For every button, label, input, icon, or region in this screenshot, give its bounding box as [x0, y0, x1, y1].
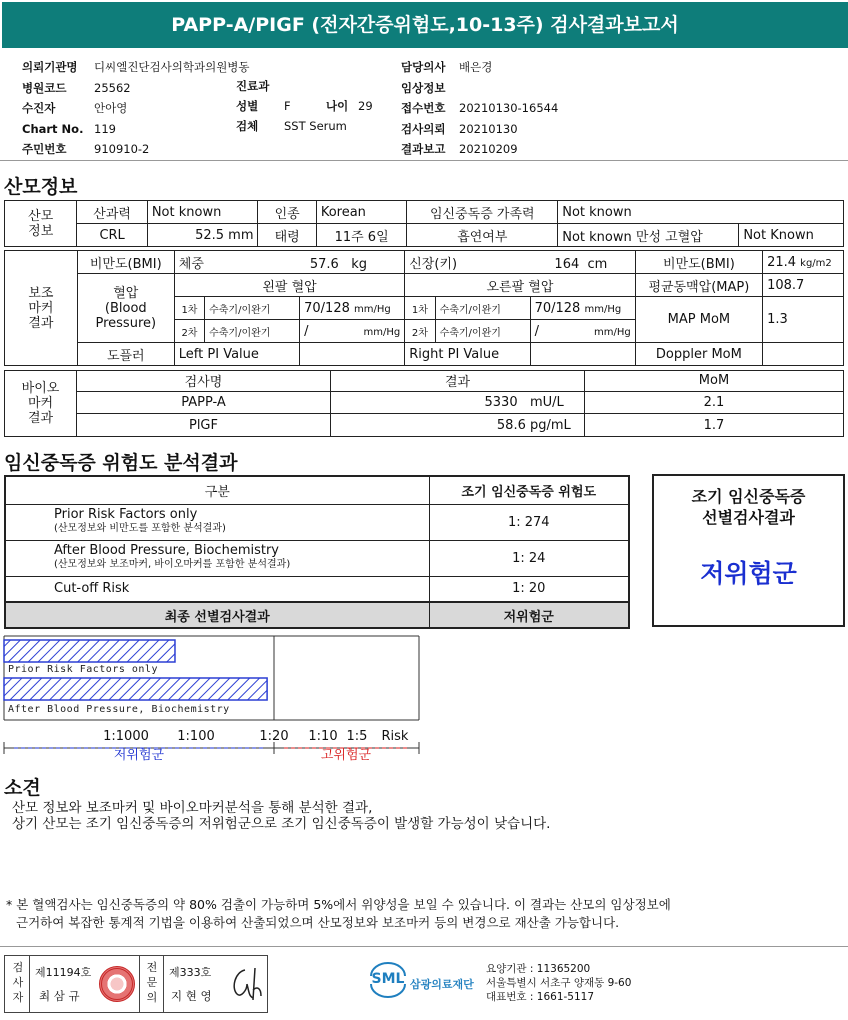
report-title: PAPP-A/PIGF (전자간증위험도,10-13주) 검사결과보고서 [2, 2, 848, 48]
plgf-unit: pg/mL [530, 417, 571, 433]
examiner-name: 최 삼 규 [39, 989, 80, 1003]
risk-bar-label-0: Prior Risk Factors only [8, 664, 158, 675]
papp-a-result [331, 391, 585, 414]
left-pi-label: Left PI Value [174, 343, 299, 366]
footnote-line-1: * 본 혈액검사는 임신중독증의 약 80% 검출이 가능하며 5%에서 위양성을 보일 수 있습니다. 이 결과는 산모의 임상정보에 [6, 897, 671, 912]
crl-label: CRL [77, 224, 147, 247]
bio-col-test: 검사명 [77, 371, 331, 392]
family-history-value: Not known [558, 201, 844, 224]
opinion-line-2: 상기 산모는 조기 임신중독증의 저위험군으로 조기 임신중독증이 발생할 가능성이 낮습니다. [12, 816, 551, 832]
bio-col-mom: MoM [585, 371, 844, 392]
hdr-value: 디씨엘진단검사의학과의원병동 [94, 60, 250, 74]
height-label: 신장(키) [409, 256, 458, 272]
result-box [652, 474, 845, 627]
race-value: Korean [316, 201, 407, 224]
hdr-label: 담당의사 [401, 60, 446, 74]
examiner-label: 검 사 자 [12, 961, 24, 1004]
hdr-value: 910910-2 [94, 142, 150, 156]
smoking-value: Not known [562, 229, 632, 245]
bp-label: 혈압 (Blood Pressure) [77, 274, 174, 343]
weight-value: 57.6 [309, 256, 339, 272]
weight-cell [174, 251, 404, 274]
weight-label: 체중 [178, 256, 204, 272]
age-label: 나이 [326, 99, 349, 113]
final-result-value: 저위험군 [429, 602, 629, 628]
papp-a-mom: 2.1 [585, 391, 844, 414]
org-info [486, 962, 631, 1004]
bmi-cell [763, 251, 844, 274]
left-second-label: 2차 [174, 320, 204, 343]
hdr-label: 임상정보 [401, 80, 446, 95]
sex-label: 성별 [236, 99, 259, 113]
hdr-label: 주민번호 [22, 142, 67, 156]
age-value: 29 [358, 99, 373, 113]
footer-divider [0, 946, 848, 947]
right-first-value: 70/128 [534, 300, 581, 316]
opinion-text [12, 800, 550, 832]
left-first-unit: mm/Hg [354, 303, 391, 315]
doppler-mom-label: Doppler MoM [635, 343, 762, 366]
smoking-label: 흡연여부 [407, 224, 558, 247]
bmi-value: 21.4 [767, 254, 797, 270]
hdr-label: 병원코드 [22, 80, 67, 95]
header-dept [236, 78, 269, 94]
risk-row-after-value: 1: 24 [429, 540, 629, 576]
risk-bar-chart [0, 630, 430, 770]
specialist-no: 제333호 [169, 966, 212, 979]
left-second-sysdia: 수축기/이완기 [205, 320, 300, 343]
dept-label: 진료과 [236, 79, 270, 93]
org-code: 요양기관 : 11365200 [486, 963, 591, 975]
right-second-unit: mm/Hg [593, 326, 631, 338]
org-name: 삼광의료재단 [410, 978, 474, 991]
hdr-value: 배은경 [459, 60, 493, 74]
header-col3 [401, 57, 558, 160]
left-arm-label: 왼팔 혈압 [174, 274, 404, 297]
hdr-label: 접수번호 [401, 101, 446, 115]
opinion-line-1: 산모 정보와 보조마커 및 바이오마커분석을 통해 분석한 결과, [12, 800, 373, 816]
risk-tick-label: 1:1000 [103, 729, 149, 744]
footnote [6, 896, 671, 932]
risk-row-cutoff-label: Cut-off Risk [5, 576, 429, 602]
risk-tick-label: Risk [381, 729, 409, 744]
height-unit: cm [587, 256, 608, 272]
risk-bar-1 [4, 678, 267, 700]
risk-col-risk: 조기 임신중독증 위험도 [429, 476, 629, 504]
risk-tick-label: 1:10 [308, 729, 338, 744]
height-value: 164 [554, 256, 580, 272]
signature-icon [227, 964, 265, 1004]
hdr-label: 수진자 [22, 101, 56, 115]
examiner-no: 제11194호 [35, 966, 92, 979]
right-second-sysdia: 수축기/이완기 [435, 320, 530, 343]
high-risk-band-label: 고위험군 [320, 748, 372, 763]
parity-value: Not known [147, 201, 258, 224]
risk-row-prior-label: Prior Risk Factors only [54, 507, 198, 522]
logo-text: SML [371, 971, 405, 987]
left-second-cell [300, 320, 405, 343]
result-box-title: 조기 임신중독증 선별검사결과 [691, 487, 806, 527]
papp-a-value: 5330 [484, 394, 518, 410]
header-col1 [22, 57, 250, 160]
map-mom-value: 1.3 [763, 297, 844, 343]
plgf-mom: 1.7 [585, 414, 844, 437]
left-first-cell [300, 297, 405, 320]
parity-label: 산과력 [77, 201, 147, 224]
hdr-value: 20210130-16544 [459, 101, 559, 115]
right-second-label: 2차 [405, 320, 435, 343]
right-pi-value [530, 343, 635, 366]
plgf-name: PlGF [77, 414, 331, 437]
header-specimen [236, 118, 347, 134]
specialist-name: 지 현 영 [171, 989, 212, 1003]
hdr-value: 25562 [94, 80, 131, 95]
hdr-label: 결과보고 [401, 142, 446, 156]
left-pi-value [300, 343, 405, 366]
plgf-value: 58.6 [496, 417, 526, 433]
hypertension-value: Not Known [739, 224, 844, 247]
doppler-mom-value [763, 343, 844, 366]
header-sex-age [236, 98, 373, 114]
org-phone: 대표번호 : 1661-5117 [486, 991, 595, 1003]
right-second-value: / [534, 323, 539, 339]
hypertension-label: 만성 고혈압 [635, 229, 703, 245]
papp-a-name: PAPP-A [77, 391, 331, 414]
risk-tick-label: 1:100 [177, 729, 215, 744]
risk-row-prior [5, 504, 429, 540]
doppler-label: 도플러 [77, 343, 174, 366]
obesity-label: 비만도(BMI) [77, 251, 174, 274]
right-arm-label: 오른팔 혈압 [405, 274, 635, 297]
risk-row-after-label: After Blood Pressure, Biochemistry [54, 543, 279, 558]
right-pi-label: Right PI Value [405, 343, 530, 366]
right-first-unit: mm/Hg [584, 303, 622, 315]
hdr-label: Chart No. [22, 121, 84, 136]
risk-table [4, 475, 630, 629]
map-mom-label: MAP MoM [635, 297, 762, 343]
right-second-cell [530, 320, 635, 343]
bio-row-label: 바이오 마커 결과 [5, 371, 77, 437]
hdr-label: 검사의뢰 [401, 121, 446, 136]
biomarker-table [4, 370, 844, 437]
risk-row-cutoff-value: 1: 20 [429, 576, 629, 602]
risk-tick-label: 1:20 [259, 729, 289, 744]
sml-logo-icon [367, 962, 409, 998]
map-label: 평균동맥압(MAP) [635, 274, 762, 297]
footnote-line-2: 근거하여 복잡한 통계적 기법을 이용하여 산출되었으며 산모정보와 보조마커 등의 변경으로 재산출 가능합니다. [16, 915, 620, 930]
signature-box [4, 955, 268, 1013]
seal-icon [99, 966, 135, 1002]
right-first-sysdia: 수축기/이완기 [435, 297, 530, 320]
maternal-table [4, 200, 844, 247]
race-label: 인종 [258, 201, 316, 224]
left-first-value: 70/128 [304, 300, 350, 316]
opinion-title: 소견 [4, 777, 41, 799]
result-box-value: 저위험군 [700, 559, 797, 588]
header-divider [0, 160, 848, 161]
weight-unit: kg [351, 256, 367, 272]
aux-row-label: 보조 마커 결과 [5, 251, 78, 366]
risk-row-after [5, 540, 429, 576]
risk-section-title: 임신중독증 위험도 분석결과 [4, 452, 238, 474]
org-address: 서울특별시 서초구 양재동 9-60 [486, 977, 632, 989]
hdr-value: 119 [94, 121, 116, 136]
aux-marker-table [4, 250, 844, 366]
hdr-value: 20210130 [459, 121, 518, 136]
right-first-cell [530, 297, 635, 320]
left-second-value: / [304, 323, 309, 339]
hdr-label: 의뢰기관명 [22, 60, 78, 74]
bmi-unit: kg/m2 [800, 257, 832, 269]
risk-bar-0 [4, 640, 175, 662]
left-second-unit: mm/Hg [363, 326, 401, 338]
specialist-label: 전 문 의 [146, 961, 158, 1004]
papp-a-unit: mU/L [530, 394, 564, 410]
risk-col-category: 구분 [5, 476, 429, 504]
map-value: 108.7 [763, 274, 844, 297]
hdr-value: 안아영 [94, 101, 128, 115]
gestational-age-label: 태령 [258, 224, 316, 247]
risk-bar-label-1: After Blood Pressure, Biochemistry [8, 704, 230, 715]
hdr-value: 20210209 [459, 142, 518, 156]
specimen-value: SST Serum [284, 119, 347, 133]
risk-row-prior-sub: (산모정보와 비만도를 포함한 분석결과) [54, 523, 226, 534]
bmi-label: 비만도(BMI) [635, 251, 762, 274]
left-first-sysdia: 수축기/이완기 [205, 297, 300, 320]
crl-value: 52.5 mm [147, 224, 258, 247]
right-first-label: 1차 [405, 297, 435, 320]
sex-value: F [284, 99, 291, 113]
risk-row-prior-value: 1: 274 [429, 504, 629, 540]
specimen-label: 검체 [236, 119, 259, 133]
low-risk-band-label: 저위험군 [113, 748, 165, 763]
height-cell [405, 251, 635, 274]
smoking-hypertension [558, 224, 739, 247]
maternal-section-title: 산모정보 [4, 176, 78, 198]
final-result-label: 최종 선별검사결과 [5, 602, 429, 628]
maternal-row-label: 산모 정보 [5, 201, 77, 247]
bio-col-result: 결과 [331, 371, 585, 392]
left-first-label: 1차 [174, 297, 204, 320]
plgf-result [331, 414, 585, 437]
risk-tick-label: 1:5 [346, 729, 368, 744]
gestational-age-value: 11주 6일 [316, 224, 407, 247]
family-history-label: 임신중독증 가족력 [407, 201, 558, 224]
risk-row-after-sub: (산모정보와 보조마커, 바이오마커를 포함한 분석결과) [54, 559, 291, 570]
